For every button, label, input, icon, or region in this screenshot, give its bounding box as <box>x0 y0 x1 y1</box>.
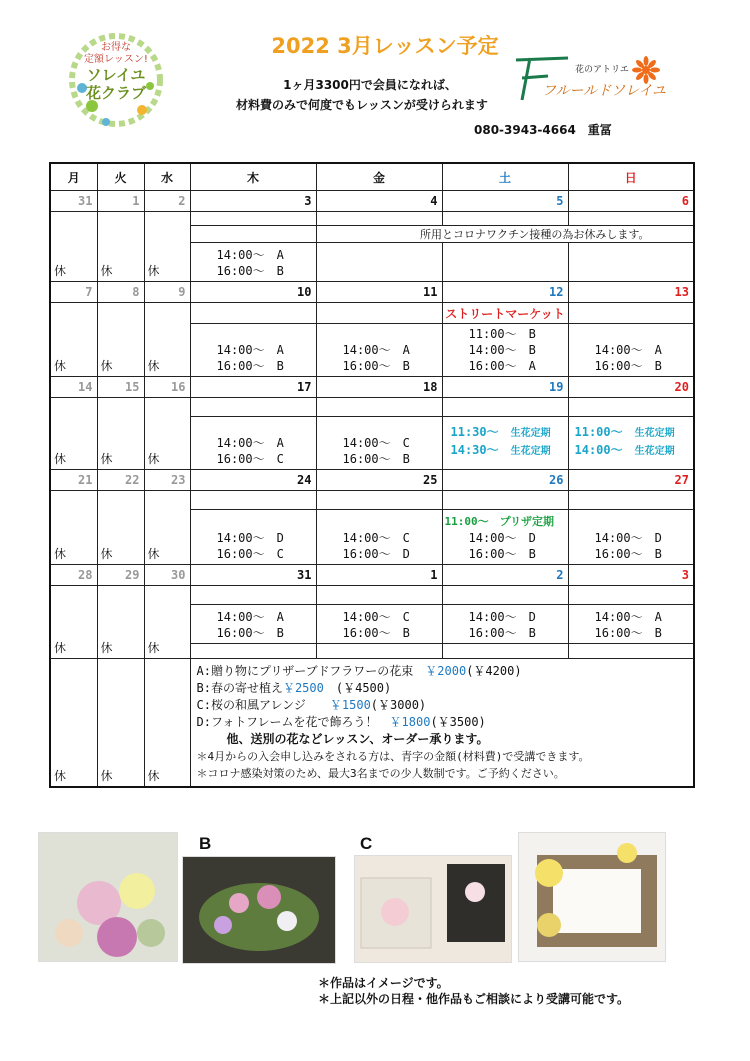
sakura-arrangement-photo <box>354 855 512 963</box>
footer-note2: ＊上記以外の日程・他作品もご相談により受講可能です。 <box>318 992 630 1006</box>
slot-fri: 14:00～ C 16:00～ B <box>316 605 442 644</box>
day-wed: 水 <box>144 163 190 191</box>
date-cell: 1 <box>97 191 144 212</box>
slot-sat: 11:00～ B 14:00～ B 16:00～ A <box>442 324 568 377</box>
street-market-label: ストリートマーケット <box>445 306 565 321</box>
date-cell: 21 <box>50 470 97 491</box>
date-cell: 1 <box>316 565 442 586</box>
closed-mon: 休 <box>50 659 97 788</box>
week5-thin <box>50 586 694 605</box>
slot-thu: 14:00～ A 16:00～ B <box>190 243 316 282</box>
legend-d: D:フォトフレームを花で飾ろう！ ￥1800(￥3500) <box>196 715 486 729</box>
date-cell: 17 <box>190 377 316 398</box>
closed-wed: 休 <box>144 659 190 788</box>
slot-sun: 14:00～ A 16:00～ B <box>568 324 694 377</box>
date-cell: 29 <box>97 565 144 586</box>
date-cell: 25 <box>316 470 442 491</box>
date-cell: 2 <box>144 191 190 212</box>
date-cell: 7 <box>50 282 97 303</box>
date-cell: 5 <box>442 191 568 212</box>
date-cell: 18 <box>316 377 442 398</box>
closed-wed: 休 <box>144 491 190 565</box>
week4-thin <box>50 491 694 510</box>
club-small1: お得な <box>101 42 131 53</box>
day-sat: 土 <box>442 163 568 191</box>
closed-wed: 休 <box>144 212 190 282</box>
date-cell: 16 <box>144 377 190 398</box>
date-cell: 22 <box>97 470 144 491</box>
slot-sat: 11:00～ プリザ定期 14:00～ D 16:00～ B <box>442 510 568 565</box>
slot-sat: 14:00～ D 16:00～ B <box>442 605 568 644</box>
slot-thu: 14:00～ D 16:00～ C <box>190 510 316 565</box>
day-sun: 日 <box>568 163 694 191</box>
slot-fri: 14:00～ C 16:00～ D <box>316 510 442 565</box>
date-cell: 13 <box>568 282 694 303</box>
club-logo-text <box>62 42 170 102</box>
lesson-legend <box>190 659 694 788</box>
week1-thin <box>50 212 694 226</box>
week1-dates <box>50 191 694 212</box>
day-fri: 金 <box>316 163 442 191</box>
date-cell: 9 <box>144 282 190 303</box>
slot-sun: 11:00～ 生花定期 14:00～ 生花定期 <box>568 417 694 470</box>
closed-mon: 休 <box>50 398 97 470</box>
date-cell: 12 <box>442 282 568 303</box>
slot-sat <box>442 243 568 282</box>
date-cell: 3 <box>568 565 694 586</box>
subtitle-line1: 1ヶ月3300円で会員になれば、 <box>283 78 457 92</box>
date-cell: 14 <box>50 377 97 398</box>
slot-sun: 14:00～ A 16:00～ B <box>568 605 694 644</box>
date-cell: 8 <box>97 282 144 303</box>
date-cell: 4 <box>316 191 442 212</box>
slot-sat: 11:30～ 生花定期 14:30～ 生花定期 <box>442 417 568 470</box>
date-cell: 27 <box>568 470 694 491</box>
club-small2: 定額レッスン! <box>84 54 148 65</box>
legend-row <box>50 659 694 788</box>
slot-thu: 14:00～ A 16:00～ B <box>190 324 316 377</box>
preserved-label: 11:00～ プリザ定期 <box>444 515 554 528</box>
date-cell: 24 <box>190 470 316 491</box>
date-cell: 19 <box>442 377 568 398</box>
closed-tue: 休 <box>97 212 144 282</box>
slot-fri <box>316 243 442 282</box>
lesson-calendar <box>49 162 695 788</box>
week2-label-row <box>50 303 694 324</box>
legend-b: B:春の寄せ植え￥2500 (￥4500) <box>196 681 392 695</box>
closed-wed: 休 <box>144 303 190 377</box>
brand-small: 花のアトリエ <box>575 65 629 75</box>
slot-sun <box>568 243 694 282</box>
phone-number: 080-3943-4664 重冨 <box>474 123 612 137</box>
slot-thu: 14:00～ A 16:00～ B <box>190 605 316 644</box>
closure-note: 所用とコロナワクチン接種の為お休みします。 <box>316 226 694 243</box>
legend-c: C:桜の和風アレンジ ￥1500(￥3000) <box>196 698 427 712</box>
footer-note1: ＊作品はイメージです。 <box>318 976 449 990</box>
legend-other: 他、送別の花などレッスン、オーダー承ります。 <box>226 732 489 746</box>
closed-wed: 休 <box>144 398 190 470</box>
legend-note2: ＊コロナ感染対策のため、最大3名までの少人数制です。ご予約ください。 <box>196 767 565 780</box>
day-tue: 火 <box>97 163 144 191</box>
week2-dates <box>50 282 694 303</box>
date-cell: 28 <box>50 565 97 586</box>
date-cell: 11 <box>316 282 442 303</box>
date-cell: 3 <box>190 191 316 212</box>
day-thu: 木 <box>190 163 316 191</box>
date-cell: 30 <box>144 565 190 586</box>
date-cell: 23 <box>144 470 190 491</box>
date-cell: 26 <box>442 470 568 491</box>
day-mon: 月 <box>50 163 97 191</box>
date-cell: 2 <box>442 565 568 586</box>
closed-mon: 休 <box>50 491 97 565</box>
slot-sun: 14:00～ D 16:00～ B <box>568 510 694 565</box>
planter-photo <box>182 856 336 964</box>
bouquet-photo <box>38 832 178 962</box>
slot-fri: 14:00～ A 16:00～ B <box>316 324 442 377</box>
closed-tue: 休 <box>97 586 144 659</box>
closed-mon: 休 <box>50 586 97 659</box>
week5-dates <box>50 565 694 586</box>
date-cell: 15 <box>97 377 144 398</box>
closed-tue: 休 <box>97 398 144 470</box>
week3-dates <box>50 377 694 398</box>
date-cell: 20 <box>568 377 694 398</box>
closed-mon: 休 <box>50 212 97 282</box>
week3-thin <box>50 398 694 417</box>
date-cell: 31 <box>190 565 316 586</box>
page-title: 2022 3月レッスン予定 <box>271 34 499 58</box>
legend-a: A:贈り物にプリザーブドフラワーの花束 ￥2000(￥4200) <box>196 664 522 678</box>
slot-fri: 14:00～ C 16:00～ B <box>316 417 442 470</box>
week4-dates <box>50 470 694 491</box>
photo-label-c: C <box>360 834 373 853</box>
closed-tue: 休 <box>97 491 144 565</box>
brand-name: フルールドソレイユ <box>542 83 666 99</box>
club-name2: 花クラブ <box>85 84 146 102</box>
closed-wed: 休 <box>144 586 190 659</box>
club-name1: ソレイユ <box>86 66 146 84</box>
day-header-row <box>50 163 694 191</box>
date-cell: 6 <box>568 191 694 212</box>
photo-label-b: B <box>199 834 212 853</box>
closed-tue: 休 <box>97 303 144 377</box>
legend-note1: ＊4月からの入会申し込みをされる方は、青字の金額(材料費)で受講できます。 <box>196 750 590 763</box>
date-cell: 10 <box>190 282 316 303</box>
photo-frame-photo <box>518 832 666 962</box>
date-cell: 31 <box>50 191 97 212</box>
closed-tue: 休 <box>97 659 144 788</box>
closed-mon: 休 <box>50 303 97 377</box>
slot-thu: 14:00～ A 16:00～ C <box>190 417 316 470</box>
subtitle-line2: 材料費のみで何度でもレッスンが受けられます <box>236 98 488 112</box>
